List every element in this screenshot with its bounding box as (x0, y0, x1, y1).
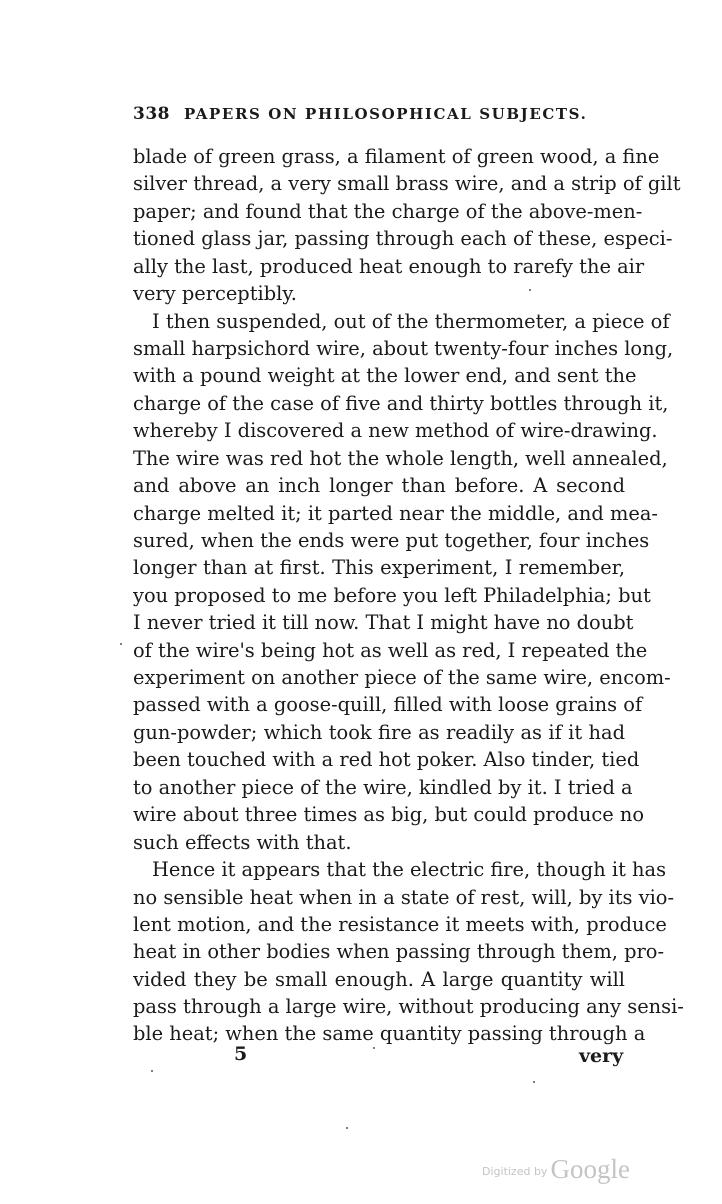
watermark-prefix: Digitized by (482, 1165, 548, 1178)
text-line: tioned glass jar, passing through each of these, especi- (133, 227, 673, 250)
page-number: 338 (133, 104, 170, 124)
text-line: charge of the case of five and thirty bottles through it, (133, 392, 669, 415)
digitized-by-watermark (482, 1154, 630, 1185)
running-title: PAPERS ON PHILOSOPHICAL SUBJECTS. (184, 105, 588, 123)
text-line: no sensible heat when in a state of rest, will, by its vio- (133, 886, 675, 909)
text-line: and above an inch longer than before. A second (133, 474, 625, 497)
text-line: ally the last, produced heat enough to rarefy the air (133, 255, 645, 278)
signature-mark: 5 (234, 1043, 248, 1065)
text-line: sured, when the ends were put together, four inches (133, 529, 650, 552)
ink-speck (529, 289, 531, 291)
text-line: heat in other bodies when passing through them, pro- (133, 940, 664, 963)
text-line: wire about three times as big, but could produce no (133, 803, 645, 826)
ink-speck (120, 643, 122, 645)
text-line: silver thread, a very small brass wire, and a strip of gilt (133, 172, 681, 195)
text-line: I then suspended, out of the thermometer, a piece of (152, 310, 670, 333)
text-line: longer than at first. This experiment, I remember, (133, 556, 625, 579)
text-line: experiment on another piece of the same wire, encom- (133, 666, 671, 689)
catchword: very (579, 1045, 624, 1067)
text-line: small harpsichord wire, about twenty-four inches long, (133, 337, 674, 360)
text-line: I never tried it till now. That I might have no doubt (133, 611, 634, 634)
text-line: very perceptibly. (133, 282, 297, 305)
google-logo: Google (550, 1154, 630, 1184)
ink-speck (533, 1081, 535, 1083)
ink-speck (151, 1070, 153, 1072)
text-line: of the wire's being hot as well as red, I repeated the (133, 639, 648, 662)
text-line: lent motion, and the resistance it meets with, produce (133, 913, 667, 936)
text-line: paper; and found that the charge of the above-men- (133, 200, 643, 223)
text-line: such effects with that. (133, 831, 352, 854)
text-line: passed with a goose-quill, filled with loose grains of (133, 693, 643, 716)
text-line: ble heat; when the same quantity passing through a (133, 1022, 646, 1045)
text-line: The wire was red hot the whole length, well annealed, (133, 447, 668, 470)
ink-speck (346, 1127, 348, 1129)
text-line: you proposed to me before you left Philadelphia; but (133, 584, 651, 607)
text-line: charge melted it; it parted near the middle, and mea- (133, 502, 658, 525)
text-line: vided they be small enough. A large quantity will (133, 968, 625, 991)
text-line: Hence it appears that the electric fire, though it has (152, 858, 667, 881)
text-line: been touched with a red hot poker. Also tinder, tied (133, 748, 640, 771)
text-line: with a pound weight at the lower end, and sent the (133, 364, 637, 387)
text-line: to another piece of the wire, kindled by it. I tried a (133, 776, 633, 799)
text-line: blade of green grass, a filament of green wood, a fine (133, 145, 660, 168)
ink-speck (373, 1047, 375, 1049)
text-line: whereby I discovered a new method of wire-drawing. (133, 419, 658, 442)
running-header (133, 104, 587, 124)
text-line: gun-powder; which took fire as readily as if it had (133, 721, 625, 744)
text-line: pass through a large wire, without producing any sensi- (133, 995, 684, 1018)
